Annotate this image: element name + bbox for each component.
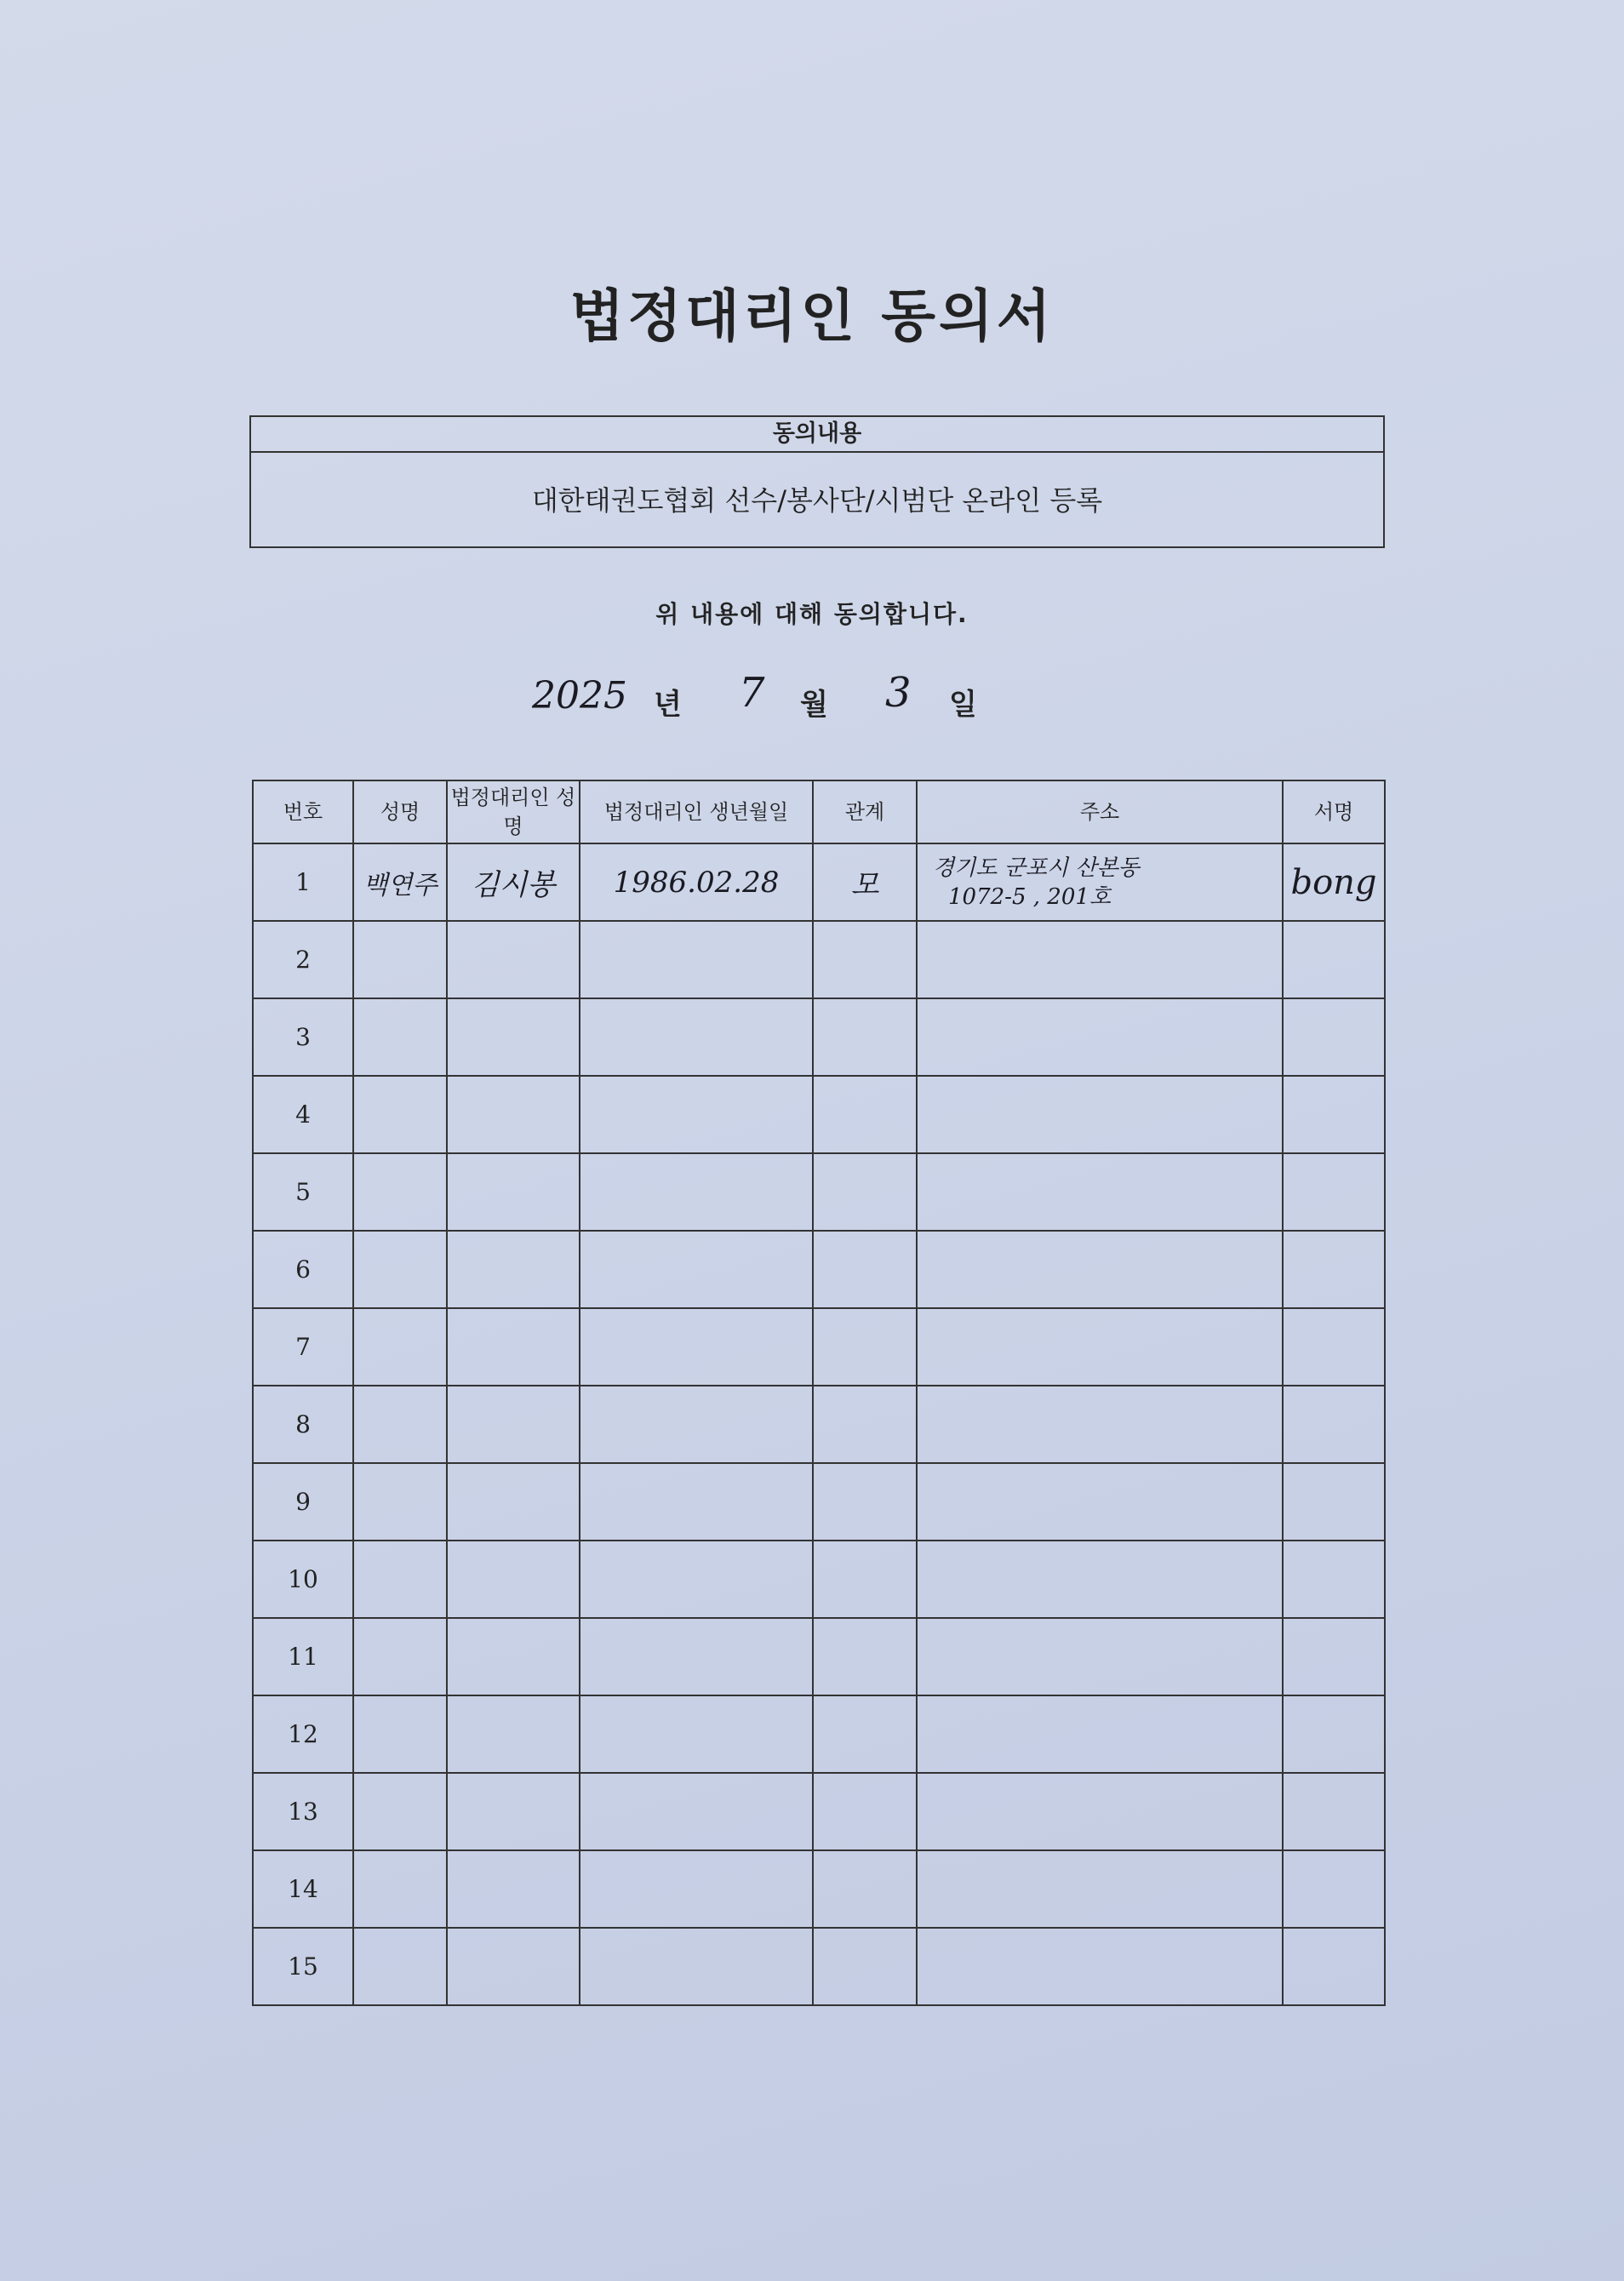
table-header-row	[253, 780, 1385, 843]
row-signature	[1283, 1773, 1385, 1850]
row-guardian-birth	[580, 1618, 813, 1695]
consent-heading: 동의내용	[251, 417, 1383, 453]
row-guardian-birth	[580, 1695, 813, 1773]
row-signature	[1283, 1308, 1385, 1386]
row-relation	[813, 921, 917, 998]
row-guardian-name	[447, 1386, 580, 1463]
row-signature	[1283, 1076, 1385, 1153]
row-number: 13	[253, 1773, 353, 1850]
row-guardian-birth	[580, 1153, 813, 1231]
date-month-label: 월	[800, 688, 828, 722]
page-title: 법정대리인 동의서	[569, 283, 1055, 349]
consent-box	[249, 415, 1385, 548]
row-number: 2	[253, 921, 353, 998]
header-guardian-name: 법정대리인 성명	[447, 780, 580, 843]
row-address	[917, 1773, 1283, 1850]
row-number: 10	[253, 1541, 353, 1618]
row-name	[353, 998, 447, 1076]
row-guardian-name	[447, 1231, 580, 1308]
row-number: 15	[253, 1928, 353, 2005]
row-relation	[813, 1308, 917, 1386]
row-name	[353, 921, 447, 998]
row-guardian-name	[447, 1076, 580, 1153]
row-guardian-birth	[580, 921, 813, 998]
header-guardian-birth: 법정대리인 생년월일	[580, 780, 813, 843]
row-signature	[1283, 1928, 1385, 2005]
header-address: 주소	[917, 780, 1283, 843]
row-relation	[813, 1231, 917, 1308]
row-relation	[813, 1076, 917, 1153]
row-address	[917, 1231, 1283, 1308]
date-month: 7	[739, 669, 765, 717]
row-relation	[813, 1386, 917, 1463]
row-guardian-birth	[580, 1463, 813, 1541]
row-guardian-birth-text: 1986.02.28	[613, 865, 780, 900]
row-address	[917, 1308, 1283, 1386]
row-guardian-name	[447, 1308, 580, 1386]
row-signature	[1283, 1386, 1385, 1463]
row-signature	[1283, 1695, 1385, 1773]
row-relation	[813, 1541, 917, 1618]
row-relation	[813, 1928, 917, 2005]
row-guardian-name	[447, 1695, 580, 1773]
row-guardian-name-text: 김시봉	[471, 868, 556, 902]
agree-statement: 위 내용에 대해 동의합니다.	[655, 600, 969, 628]
row-guardian-name	[447, 1928, 580, 2005]
row-signature	[1283, 1541, 1385, 1618]
table-row	[253, 1308, 1385, 1386]
row-name	[353, 1695, 447, 1773]
row-guardian-name	[447, 1850, 580, 1928]
header-signature: 서명	[1283, 780, 1385, 843]
table-row	[253, 1695, 1385, 1773]
row-signature	[1283, 1153, 1385, 1231]
row-signature	[1283, 843, 1385, 921]
table-row	[253, 1773, 1385, 1850]
signature-mark: bong	[1290, 862, 1377, 902]
header-name: 성명	[353, 780, 447, 843]
date-day-label: 일	[949, 688, 977, 722]
row-relation	[813, 998, 917, 1076]
table-row	[253, 843, 1385, 921]
row-guardian-birth	[580, 1231, 813, 1308]
row-name	[353, 1773, 447, 1850]
row-name-text: 백연주	[363, 870, 437, 900]
row-guardian-name	[447, 843, 580, 921]
row-number: 5	[253, 1153, 353, 1231]
row-address	[917, 998, 1283, 1076]
row-signature	[1283, 921, 1385, 998]
row-address	[917, 1618, 1283, 1695]
row-number: 8	[253, 1386, 353, 1463]
row-address	[917, 1386, 1283, 1463]
row-name	[353, 1076, 447, 1153]
row-address	[917, 1153, 1283, 1231]
row-name	[353, 1928, 447, 2005]
row-address-line2: 1072-5 , 201호	[948, 883, 1112, 910]
row-guardian-birth	[580, 1850, 813, 1928]
row-name	[353, 1850, 447, 1928]
row-number: 12	[253, 1695, 353, 1773]
row-signature	[1283, 1463, 1385, 1541]
row-relation	[813, 1618, 917, 1695]
table-row	[253, 998, 1385, 1076]
row-address	[917, 1928, 1283, 2005]
row-name	[353, 843, 447, 921]
row-signature	[1283, 1231, 1385, 1308]
row-address	[917, 921, 1283, 998]
row-guardian-birth	[580, 1928, 813, 2005]
row-number: 6	[253, 1231, 353, 1308]
row-guardian-birth	[580, 1386, 813, 1463]
row-signature	[1283, 1618, 1385, 1695]
row-guardian-name	[447, 1773, 580, 1850]
row-relation	[813, 1463, 917, 1541]
row-guardian-name	[447, 1153, 580, 1231]
row-guardian-birth	[580, 998, 813, 1076]
row-signature	[1283, 998, 1385, 1076]
row-relation	[813, 1773, 917, 1850]
row-relation	[813, 843, 917, 921]
table-row	[253, 1386, 1385, 1463]
date-day: 3	[885, 669, 912, 717]
row-number: 14	[253, 1850, 353, 1928]
table-body	[253, 843, 1385, 2005]
table-row	[253, 1076, 1385, 1153]
row-address	[917, 843, 1283, 921]
row-relation	[813, 1695, 917, 1773]
row-guardian-name	[447, 921, 580, 998]
guardian-table	[252, 780, 1386, 2006]
row-address	[917, 1850, 1283, 1928]
row-number: 3	[253, 998, 353, 1076]
row-name	[353, 1153, 447, 1231]
row-guardian-name	[447, 1618, 580, 1695]
row-guardian-name	[447, 1541, 580, 1618]
row-name	[353, 1541, 447, 1618]
row-address	[917, 1463, 1283, 1541]
header-relation: 관계	[813, 780, 917, 843]
table-row	[253, 1618, 1385, 1695]
row-name	[353, 1386, 447, 1463]
row-name	[353, 1231, 447, 1308]
row-name	[353, 1463, 447, 1541]
row-guardian-birth	[580, 1541, 813, 1618]
table-row	[253, 1850, 1385, 1928]
row-number: 7	[253, 1308, 353, 1386]
date-year: 2025	[532, 674, 627, 717]
row-number: 1	[253, 843, 353, 921]
table-row	[253, 1231, 1385, 1308]
row-address	[917, 1695, 1283, 1773]
row-address-line1: 경기도 군포시 산본동	[933, 855, 1140, 881]
row-guardian-birth	[580, 1076, 813, 1153]
date-year-label: 년	[654, 688, 682, 722]
row-number: 9	[253, 1463, 353, 1541]
row-relation	[813, 1850, 917, 1928]
table-row	[253, 1153, 1385, 1231]
header-number: 번호	[253, 780, 353, 843]
table-row	[253, 1463, 1385, 1541]
row-guardian-birth	[580, 1773, 813, 1850]
row-guardian-birth	[580, 843, 813, 921]
row-number: 11	[253, 1618, 353, 1695]
table-row	[253, 1541, 1385, 1618]
row-relation-text: 모	[850, 868, 879, 902]
row-guardian-birth	[580, 1308, 813, 1386]
row-address	[917, 1541, 1283, 1618]
row-relation	[813, 1153, 917, 1231]
consent-body: 대한태권도협회 선수/봉사단/시범단 온라인 등록	[531, 484, 1103, 517]
row-signature	[1283, 1850, 1385, 1928]
table-row	[253, 921, 1385, 998]
row-name	[353, 1618, 447, 1695]
row-address	[917, 1076, 1283, 1153]
row-guardian-name	[447, 998, 580, 1076]
row-guardian-name	[447, 1463, 580, 1541]
row-name	[353, 1308, 447, 1386]
table-row	[253, 1928, 1385, 2005]
row-number: 4	[253, 1076, 353, 1153]
